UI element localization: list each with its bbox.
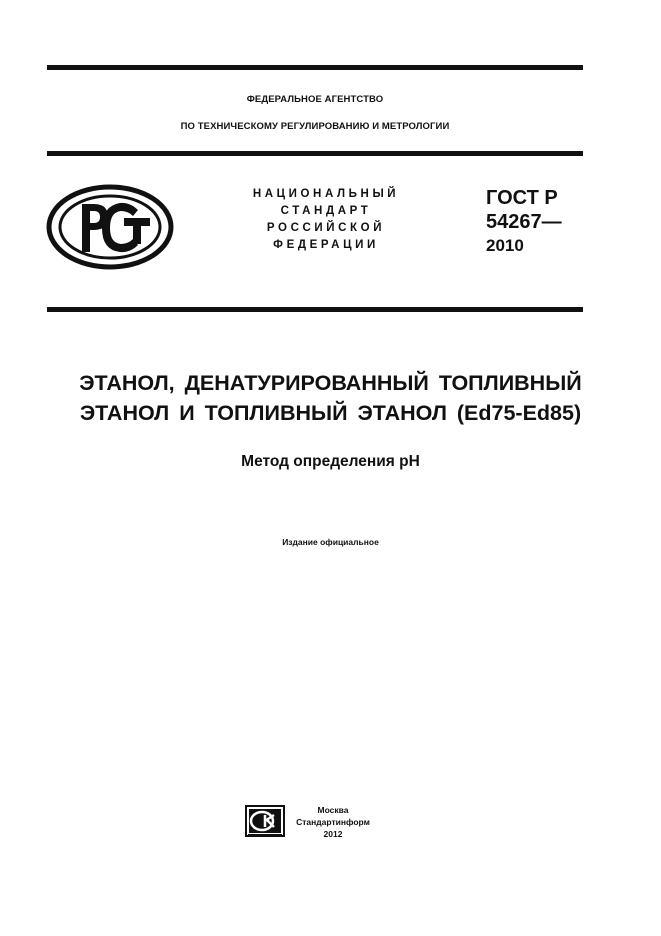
- standard-type-block: [226, 186, 426, 254]
- standartinform-logo-icon: [245, 805, 285, 837]
- document-title: [40, 368, 621, 428]
- bottom-header-rule: [47, 307, 583, 312]
- document-subtitle: Метод определения pH: [241, 453, 420, 470]
- header-divider-rule: [47, 151, 583, 156]
- rst-conformity-mark-icon: [46, 184, 174, 270]
- top-rule: [47, 65, 583, 70]
- edition-note: Издание официальное: [282, 537, 379, 547]
- standard-designation: [486, 187, 562, 258]
- designation-number: 54267—: [486, 210, 562, 233]
- publisher-name: Стандартинформ: [296, 817, 370, 827]
- publisher-city: Москва: [317, 805, 349, 815]
- standard-type-line: ФЕДЕРАЦИИ: [273, 239, 379, 251]
- standard-type-line: СТАНДАРТ: [280, 205, 372, 217]
- publisher-block: [293, 804, 373, 840]
- title-line-2: ЭТАНОЛ И ТОПЛИВНЫЙ ЭТАНОЛ (Ed75-Ed85): [79, 401, 582, 425]
- publication-year: 2012: [323, 829, 343, 839]
- agency-name-line-1: ФЕДЕРАЛЬНОЕ АГЕНТСТВО: [246, 94, 384, 105]
- designation-year: 2010: [486, 236, 524, 255]
- agency-name-line-2: ПО ТЕХНИЧЕСКОМУ РЕГУЛИРОВАНИЮ И МЕТРОЛОГИИ: [180, 121, 450, 132]
- title-line-1: ЭТАНОЛ, ДЕНАТУРИРОВАННЫЙ ТОПЛИВНЫЙ: [79, 371, 582, 395]
- designation-prefix: ГОСТ Р: [486, 187, 558, 209]
- standard-type-line: НАЦИОНАЛЬНЫЙ: [252, 188, 400, 200]
- standard-type-line: РОССИЙСКОЙ: [266, 222, 386, 234]
